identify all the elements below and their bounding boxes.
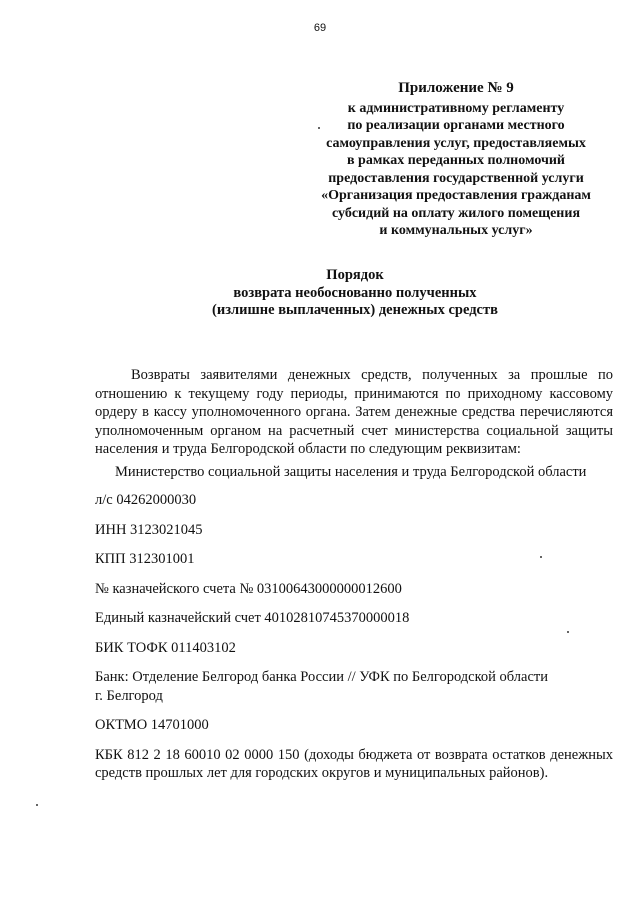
appendix-header	[296, 80, 616, 240]
appendix-line: самоуправления услуг, предоставляемых	[326, 135, 586, 151]
appendix-line: субсидий на оплату жилого помещения	[331, 205, 581, 221]
appendix-line: предоставления государственной услуги	[328, 170, 584, 186]
ministry-name: Министерство социальной защиты населения и труда Белгородской области	[115, 463, 587, 480]
appendix-line: по реализации органами местного	[347, 118, 565, 133]
single-treasury-account: Единый казначейский счет 40102810745370000018	[95, 610, 410, 626]
treasury-account: № казначейского счета № 03100643000000012600	[95, 580, 402, 597]
scan-speck	[567, 631, 569, 633]
oktmo-field: ОКТМО 14701000	[95, 717, 209, 733]
page-number: 69	[313, 22, 327, 34]
order-title-line: Порядок	[326, 267, 384, 283]
scan-speck	[540, 556, 542, 558]
kbk-field: КБК 812 2 18 60010 02 0000 150 (доходы бюджета от возврата остатков денежных средств прошлых лет для городских округов и муниципальных районов).	[95, 746, 613, 781]
personal-account: л/с 04262000030	[95, 492, 197, 508]
intro-paragraph: Возвраты заявителями денежных средств, полученных за прошлые по отношению к текущему году периоды, принимаются по приходному кассовому ордеру в кассу уполномоченного органа. Затем денежные средства перечисляются уполномоченным органом на расчетный счет министерства социальной защиты населения и труда Белгородской области по следующим реквизитам:	[95, 367, 613, 457]
scan-speck	[36, 804, 38, 806]
order-title-line: (излишне выплаченных) денежных средств	[212, 302, 498, 318]
order-title	[150, 267, 560, 320]
bik-field: БИК ТОФК 011403102	[95, 639, 236, 656]
appendix-line: к административному регламенту	[347, 100, 565, 116]
appendix-line: и коммунальных услуг»	[379, 223, 533, 238]
order-title-line: возврата необоснованно полученных	[233, 284, 477, 301]
appendix-line: «Организация предоставления гражданам	[321, 188, 591, 203]
appendix-title: Приложение № 9	[398, 80, 514, 96]
kpp-field: КПП 312301001	[95, 551, 195, 567]
bank-field: Банк: Отделение Белгород банка России // УФК по Белгородской области г. Белгород	[95, 669, 549, 704]
scan-speck	[318, 127, 320, 129]
appendix-line: в рамках переданных полномочий	[346, 153, 566, 168]
document-body	[95, 366, 613, 783]
inn-field: ИНН 3123021045	[95, 521, 203, 538]
